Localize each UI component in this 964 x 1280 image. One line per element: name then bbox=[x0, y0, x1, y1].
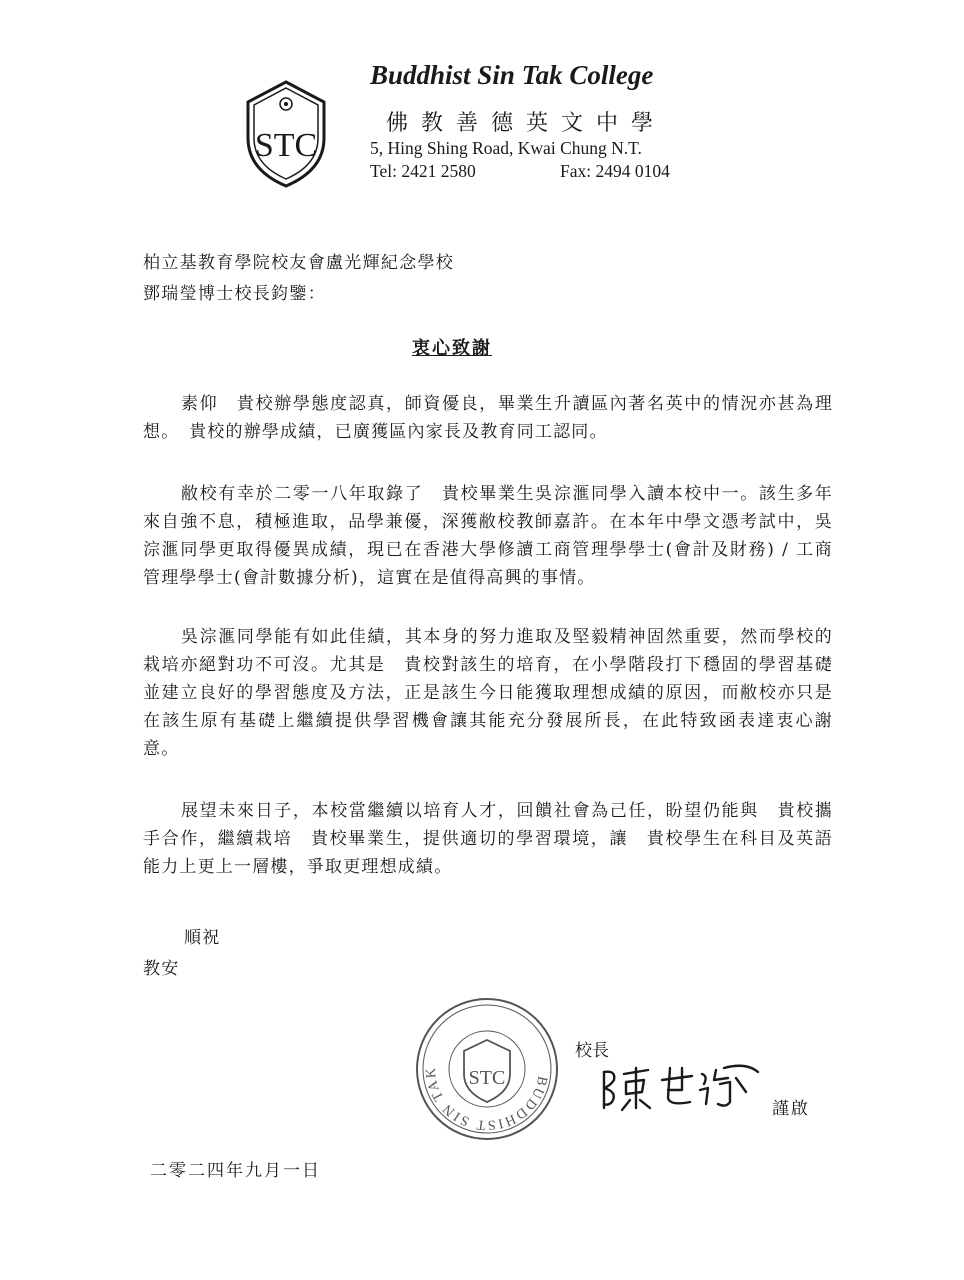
telephone-number: Tel: 2421 2580 bbox=[370, 161, 476, 181]
recipient-person: 鄧瑞瑩博士校長鈞鑒： bbox=[143, 284, 326, 304]
svg-text:STC: STC bbox=[254, 127, 318, 164]
body-paragraph-3: 吳淙滙同學能有如此佳績，其本身的努力進取及堅毅精神固然重要，然而學校的栽培亦絕對功不可沒。尤其是 貴校對該生的培育，在小學階段打下穩固的學習基礎並建立良好的學習態度及方法，正是該生今日能獲取理想成績的原因，而敝校亦只是在該生原有基礎上繼續提供學習機會讓其能充分發展所長，在此特致函表達衷心謝意。 bbox=[143, 627, 833, 759]
letter-subject: 衷心致謝 bbox=[412, 338, 492, 359]
svg-text:STC: STC bbox=[468, 1067, 506, 1089]
body-paragraph-1: 素仰 貴校辦學態度認真，師資優良，畢業生升讀區內著名英中的情況亦甚為理想。 貴校的辦學成績，已廣獲區內家長及教育同工認同。 bbox=[143, 394, 833, 442]
closing-jinqi: 謹啟 bbox=[772, 1099, 810, 1119]
school-crest-logo bbox=[244, 80, 328, 188]
fax-number: Fax: 2494 0104 bbox=[560, 161, 670, 181]
svg-text:BUDDHIST SIN TAK COLLEGE: BUDDHIST SIN TAK bbox=[423, 1065, 550, 1133]
principal-signature bbox=[596, 1058, 766, 1114]
school-name-english: Buddhist Sin Tak College bbox=[370, 60, 654, 90]
body-paragraph-2: 敝校有幸於二零一八年取錄了 貴校畢業生吳淙滙同學入讀本校中一。該生多年來自強不息，積極進取，品學兼優，深獲敝校教師嘉許。在本年中學文憑考試中，吳淙滙同學更取得優異成績，現已在香港大學修讀工商管理學學士(會計及財務) / 工商管理學學士(會計數據分析)，這實在是值得高興的事情。 bbox=[143, 484, 833, 588]
letter-date: 二零二四年九月一日 bbox=[150, 1161, 321, 1181]
closing-jiaoan: 教安 bbox=[143, 959, 180, 979]
closing-shunzhu: 順祝 bbox=[184, 928, 221, 948]
body-paragraph-4: 展望未來日子，本校當繼續以培育人才，回饋社會為己任，盼望仍能與 貴校攜手合作，繼續栽培 貴校畢業生，提供適切的學習環境，讓 貴校學生在科目及英語能力上更上一層樓，爭取更理想成績。 bbox=[143, 801, 833, 877]
school-address: 5, Hing Shing Road, Kwai Chung N.T. bbox=[370, 138, 642, 158]
school-seal-stamp bbox=[414, 996, 560, 1142]
school-name-chinese: 佛教善德英文中學 bbox=[386, 111, 667, 136]
principal-title: 校長 bbox=[575, 1041, 609, 1061]
recipient-school: 柏立基教育學院校友會盧光輝紀念學校 bbox=[143, 253, 455, 273]
